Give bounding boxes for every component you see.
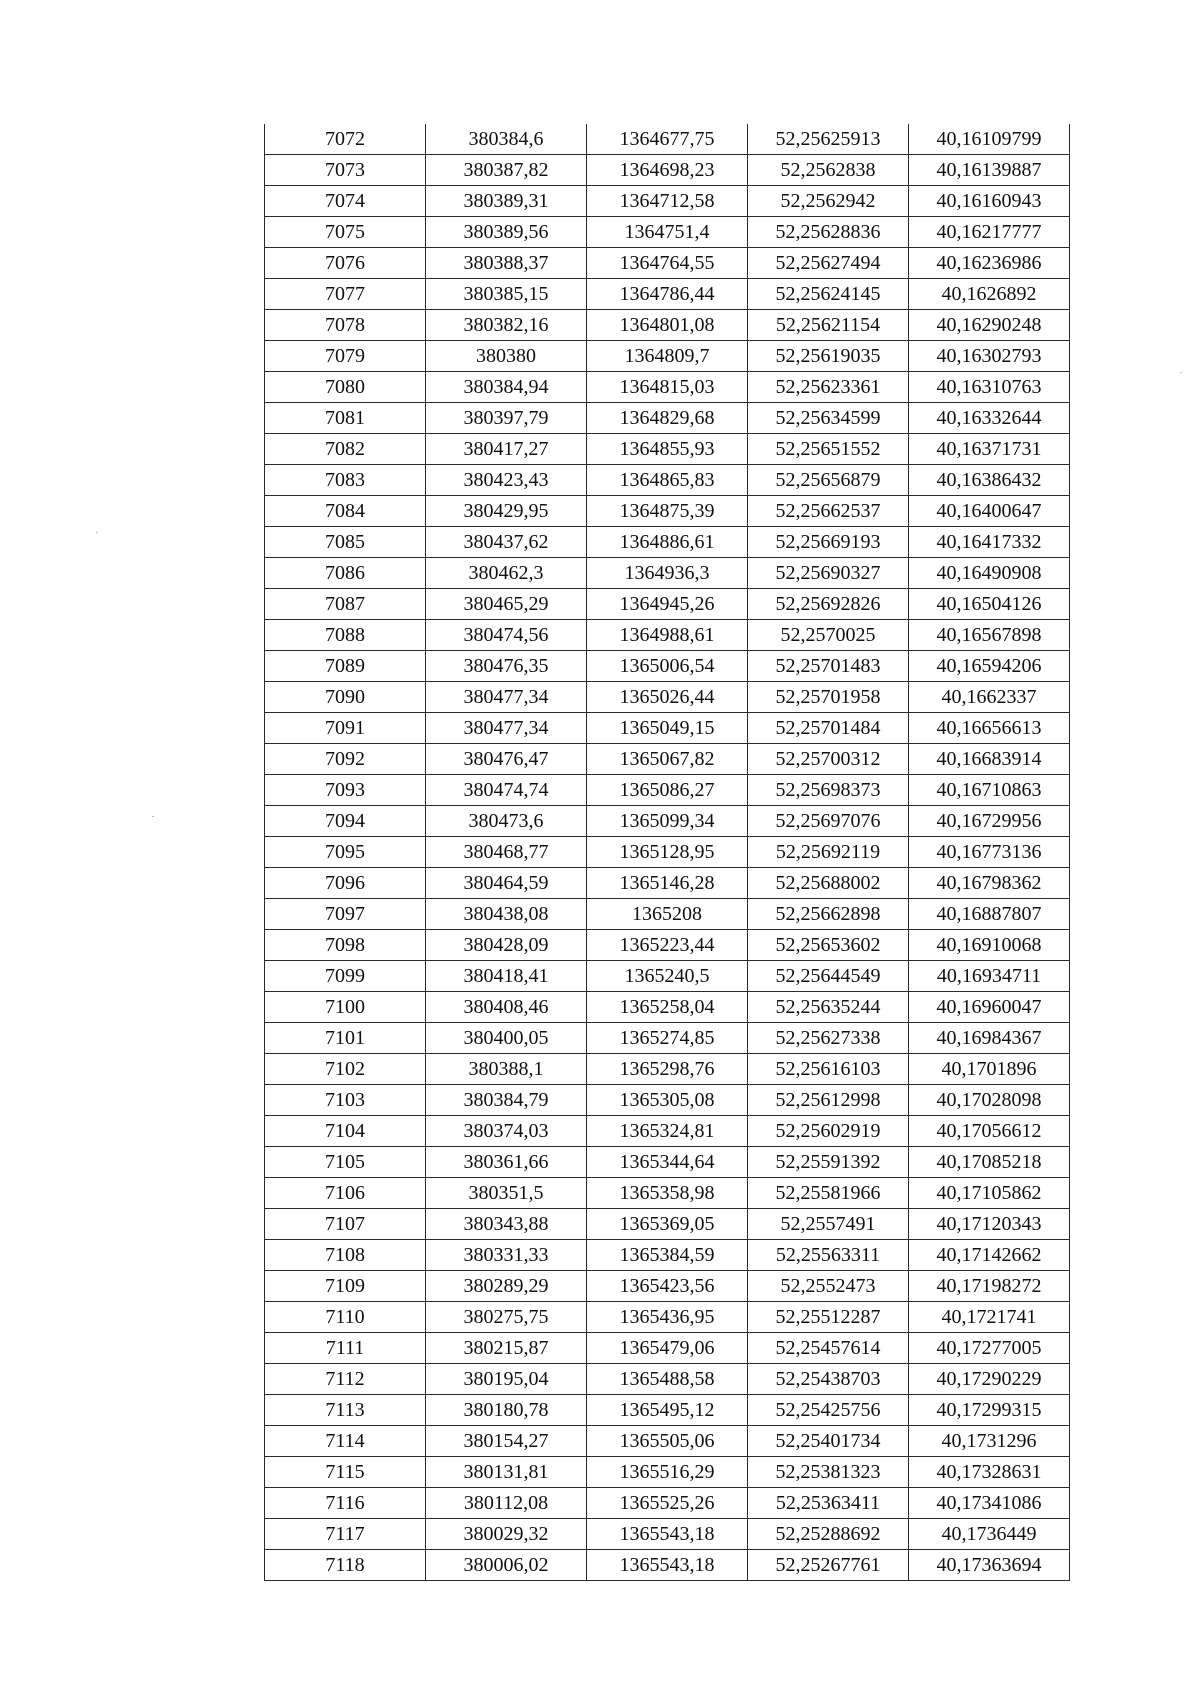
point-number-cell: 7114 xyxy=(265,1426,426,1457)
latitude-cell: 52,2552473 xyxy=(748,1271,909,1302)
point-number-cell: 7078 xyxy=(265,310,426,341)
latitude-cell: 52,25612998 xyxy=(748,1085,909,1116)
point-number-cell: 7074 xyxy=(265,186,426,217)
y-coordinate-cell: 1365543,18 xyxy=(587,1550,748,1581)
latitude-cell: 52,25662537 xyxy=(748,496,909,527)
x-coordinate-cell: 380275,75 xyxy=(426,1302,587,1333)
latitude-cell: 52,25700312 xyxy=(748,744,909,775)
x-coordinate-cell: 380006,02 xyxy=(426,1550,587,1581)
point-number-cell: 7093 xyxy=(265,775,426,806)
y-coordinate-cell: 1365223,44 xyxy=(587,930,748,961)
longitude-cell: 40,1701896 xyxy=(909,1054,1070,1085)
y-coordinate-cell: 1365274,85 xyxy=(587,1023,748,1054)
x-coordinate-cell: 380400,05 xyxy=(426,1023,587,1054)
x-coordinate-cell: 380465,29 xyxy=(426,589,587,620)
longitude-cell: 40,17290229 xyxy=(909,1364,1070,1395)
point-number-cell: 7073 xyxy=(265,155,426,186)
table-row xyxy=(265,372,1070,403)
y-coordinate-cell: 1365525,26 xyxy=(587,1488,748,1519)
table-row xyxy=(265,124,1070,155)
x-coordinate-cell: 380180,78 xyxy=(426,1395,587,1426)
table-row xyxy=(265,527,1070,558)
x-coordinate-cell: 380474,56 xyxy=(426,620,587,651)
latitude-cell: 52,25634599 xyxy=(748,403,909,434)
table-row xyxy=(265,930,1070,961)
point-number-cell: 7099 xyxy=(265,961,426,992)
x-coordinate-cell: 380389,56 xyxy=(426,217,587,248)
x-coordinate-cell: 380331,33 xyxy=(426,1240,587,1271)
table-row xyxy=(265,1147,1070,1178)
table-row xyxy=(265,558,1070,589)
x-coordinate-cell: 380477,34 xyxy=(426,682,587,713)
latitude-cell: 52,25651552 xyxy=(748,434,909,465)
table-row xyxy=(265,155,1070,186)
point-number-cell: 7077 xyxy=(265,279,426,310)
y-coordinate-cell: 1365128,95 xyxy=(587,837,748,868)
table-row xyxy=(265,992,1070,1023)
point-number-cell: 7097 xyxy=(265,899,426,930)
x-coordinate-cell: 380388,1 xyxy=(426,1054,587,1085)
y-coordinate-cell: 1365505,06 xyxy=(587,1426,748,1457)
y-coordinate-cell: 1365488,58 xyxy=(587,1364,748,1395)
longitude-cell: 40,16109799 xyxy=(909,124,1070,155)
y-coordinate-cell: 1365258,04 xyxy=(587,992,748,1023)
y-coordinate-cell: 1364801,08 xyxy=(587,310,748,341)
table-row xyxy=(265,1271,1070,1302)
x-coordinate-cell: 380437,62 xyxy=(426,527,587,558)
longitude-cell: 40,16236986 xyxy=(909,248,1070,279)
y-coordinate-cell: 1364945,26 xyxy=(587,589,748,620)
y-coordinate-cell: 1365006,54 xyxy=(587,651,748,682)
point-number-cell: 7105 xyxy=(265,1147,426,1178)
longitude-cell: 40,1731296 xyxy=(909,1426,1070,1457)
latitude-cell: 52,25669193 xyxy=(748,527,909,558)
longitude-cell: 40,1736449 xyxy=(909,1519,1070,1550)
longitude-cell: 40,16332644 xyxy=(909,403,1070,434)
y-coordinate-cell: 1364829,68 xyxy=(587,403,748,434)
longitude-cell: 40,16798362 xyxy=(909,868,1070,899)
x-coordinate-cell: 380468,77 xyxy=(426,837,587,868)
x-coordinate-cell: 380382,16 xyxy=(426,310,587,341)
table-row xyxy=(265,1116,1070,1147)
x-coordinate-cell: 380112,08 xyxy=(426,1488,587,1519)
table-row xyxy=(265,1519,1070,1550)
x-coordinate-cell: 380438,08 xyxy=(426,899,587,930)
point-number-cell: 7090 xyxy=(265,682,426,713)
x-coordinate-cell: 380473,6 xyxy=(426,806,587,837)
point-number-cell: 7112 xyxy=(265,1364,426,1395)
longitude-cell: 40,1626892 xyxy=(909,279,1070,310)
latitude-cell: 52,25401734 xyxy=(748,1426,909,1457)
latitude-cell: 52,25625913 xyxy=(748,124,909,155)
point-number-cell: 7116 xyxy=(265,1488,426,1519)
point-number-cell: 7084 xyxy=(265,496,426,527)
latitude-cell: 52,25267761 xyxy=(748,1550,909,1581)
table-row xyxy=(265,434,1070,465)
latitude-cell: 52,25662898 xyxy=(748,899,909,930)
longitude-cell: 40,17085218 xyxy=(909,1147,1070,1178)
y-coordinate-cell: 1365208 xyxy=(587,899,748,930)
x-coordinate-cell: 380474,74 xyxy=(426,775,587,806)
latitude-cell: 52,25616103 xyxy=(748,1054,909,1085)
y-coordinate-cell: 1364764,55 xyxy=(587,248,748,279)
y-coordinate-cell: 1364751,4 xyxy=(587,217,748,248)
x-coordinate-cell: 380387,82 xyxy=(426,155,587,186)
point-number-cell: 7110 xyxy=(265,1302,426,1333)
x-coordinate-cell: 380429,95 xyxy=(426,496,587,527)
x-coordinate-cell: 380384,79 xyxy=(426,1085,587,1116)
table-row xyxy=(265,1333,1070,1364)
latitude-cell: 52,25692119 xyxy=(748,837,909,868)
x-coordinate-cell: 380351,5 xyxy=(426,1178,587,1209)
table-row xyxy=(265,279,1070,310)
longitude-cell: 40,16400647 xyxy=(909,496,1070,527)
x-coordinate-cell: 380380 xyxy=(426,341,587,372)
x-coordinate-cell: 380343,88 xyxy=(426,1209,587,1240)
x-coordinate-cell: 380464,59 xyxy=(426,868,587,899)
latitude-cell: 52,25438703 xyxy=(748,1364,909,1395)
longitude-cell: 40,16302793 xyxy=(909,341,1070,372)
longitude-cell: 40,17299315 xyxy=(909,1395,1070,1426)
y-coordinate-cell: 1364698,23 xyxy=(587,155,748,186)
longitude-cell: 40,16217777 xyxy=(909,217,1070,248)
table-row xyxy=(265,1364,1070,1395)
table-row xyxy=(265,837,1070,868)
point-number-cell: 7072 xyxy=(265,124,426,155)
coordinates-table xyxy=(264,124,1070,1581)
y-coordinate-cell: 1365298,76 xyxy=(587,1054,748,1085)
y-coordinate-cell: 1365369,05 xyxy=(587,1209,748,1240)
table-row xyxy=(265,961,1070,992)
latitude-cell: 52,25697076 xyxy=(748,806,909,837)
longitude-cell: 40,16683914 xyxy=(909,744,1070,775)
longitude-cell: 40,16504126 xyxy=(909,589,1070,620)
y-coordinate-cell: 1364936,3 xyxy=(587,558,748,589)
latitude-cell: 52,25656879 xyxy=(748,465,909,496)
x-coordinate-cell: 380476,47 xyxy=(426,744,587,775)
x-coordinate-cell: 380477,34 xyxy=(426,713,587,744)
table-row xyxy=(265,589,1070,620)
x-coordinate-cell: 380029,32 xyxy=(426,1519,587,1550)
point-number-cell: 7100 xyxy=(265,992,426,1023)
latitude-cell: 52,25621154 xyxy=(748,310,909,341)
table-row xyxy=(265,1488,1070,1519)
y-coordinate-cell: 1365436,95 xyxy=(587,1302,748,1333)
scan-speck xyxy=(96,532,98,533)
x-coordinate-cell: 380154,27 xyxy=(426,1426,587,1457)
y-coordinate-cell: 1365049,15 xyxy=(587,713,748,744)
table-row xyxy=(265,1302,1070,1333)
y-coordinate-cell: 1365146,28 xyxy=(587,868,748,899)
x-coordinate-cell: 380476,35 xyxy=(426,651,587,682)
longitude-cell: 40,16567898 xyxy=(909,620,1070,651)
point-number-cell: 7108 xyxy=(265,1240,426,1271)
point-number-cell: 7095 xyxy=(265,837,426,868)
point-number-cell: 7092 xyxy=(265,744,426,775)
longitude-cell: 40,17198272 xyxy=(909,1271,1070,1302)
point-number-cell: 7088 xyxy=(265,620,426,651)
latitude-cell: 52,25690327 xyxy=(748,558,909,589)
latitude-cell: 52,25688002 xyxy=(748,868,909,899)
point-number-cell: 7075 xyxy=(265,217,426,248)
latitude-cell: 52,25635244 xyxy=(748,992,909,1023)
y-coordinate-cell: 1365384,59 xyxy=(587,1240,748,1271)
x-coordinate-cell: 380384,6 xyxy=(426,124,587,155)
latitude-cell: 52,2562942 xyxy=(748,186,909,217)
point-number-cell: 7086 xyxy=(265,558,426,589)
point-number-cell: 7115 xyxy=(265,1457,426,1488)
x-coordinate-cell: 380215,87 xyxy=(426,1333,587,1364)
table-row xyxy=(265,310,1070,341)
table-row xyxy=(265,465,1070,496)
latitude-cell: 52,25288692 xyxy=(748,1519,909,1550)
y-coordinate-cell: 1364786,44 xyxy=(587,279,748,310)
latitude-cell: 52,25381323 xyxy=(748,1457,909,1488)
x-coordinate-cell: 380384,94 xyxy=(426,372,587,403)
table-row xyxy=(265,1550,1070,1581)
longitude-cell: 40,17277005 xyxy=(909,1333,1070,1364)
longitude-cell: 40,17120343 xyxy=(909,1209,1070,1240)
longitude-cell: 40,16960047 xyxy=(909,992,1070,1023)
latitude-cell: 52,25581966 xyxy=(748,1178,909,1209)
y-coordinate-cell: 1365305,08 xyxy=(587,1085,748,1116)
latitude-cell: 52,25653602 xyxy=(748,930,909,961)
x-coordinate-cell: 380408,46 xyxy=(426,992,587,1023)
y-coordinate-cell: 1364855,93 xyxy=(587,434,748,465)
coordinates-table-body xyxy=(265,124,1070,1581)
table-row xyxy=(265,217,1070,248)
longitude-cell: 40,16386432 xyxy=(909,465,1070,496)
longitude-cell: 40,17363694 xyxy=(909,1550,1070,1581)
y-coordinate-cell: 1365495,12 xyxy=(587,1395,748,1426)
x-coordinate-cell: 380397,79 xyxy=(426,403,587,434)
longitude-cell: 40,17341086 xyxy=(909,1488,1070,1519)
point-number-cell: 7091 xyxy=(265,713,426,744)
longitude-cell: 40,16656613 xyxy=(909,713,1070,744)
x-coordinate-cell: 380374,03 xyxy=(426,1116,587,1147)
point-number-cell: 7096 xyxy=(265,868,426,899)
latitude-cell: 52,25701484 xyxy=(748,713,909,744)
x-coordinate-cell: 380289,29 xyxy=(426,1271,587,1302)
table-row xyxy=(265,341,1070,372)
y-coordinate-cell: 1364809,7 xyxy=(587,341,748,372)
longitude-cell: 40,16594206 xyxy=(909,651,1070,682)
point-number-cell: 7087 xyxy=(265,589,426,620)
latitude-cell: 52,25457614 xyxy=(748,1333,909,1364)
longitude-cell: 40,16490908 xyxy=(909,558,1070,589)
table-row xyxy=(265,806,1070,837)
longitude-cell: 40,16710863 xyxy=(909,775,1070,806)
y-coordinate-cell: 1365099,34 xyxy=(587,806,748,837)
x-coordinate-cell: 380385,15 xyxy=(426,279,587,310)
y-coordinate-cell: 1364886,61 xyxy=(587,527,748,558)
latitude-cell: 52,25512287 xyxy=(748,1302,909,1333)
table-row xyxy=(265,1395,1070,1426)
x-coordinate-cell: 380131,81 xyxy=(426,1457,587,1488)
table-row xyxy=(265,713,1070,744)
latitude-cell: 52,25644549 xyxy=(748,961,909,992)
scan-speck xyxy=(152,816,154,817)
latitude-cell: 52,25701483 xyxy=(748,651,909,682)
latitude-cell: 52,25698373 xyxy=(748,775,909,806)
latitude-cell: 52,2570025 xyxy=(748,620,909,651)
longitude-cell: 40,17328631 xyxy=(909,1457,1070,1488)
table-row xyxy=(265,186,1070,217)
longitude-cell: 40,1662337 xyxy=(909,682,1070,713)
latitude-cell: 52,25627338 xyxy=(748,1023,909,1054)
latitude-cell: 52,25624145 xyxy=(748,279,909,310)
table-row xyxy=(265,496,1070,527)
x-coordinate-cell: 380361,66 xyxy=(426,1147,587,1178)
table-row xyxy=(265,1240,1070,1271)
latitude-cell: 52,25701958 xyxy=(748,682,909,713)
latitude-cell: 52,25363411 xyxy=(748,1488,909,1519)
y-coordinate-cell: 1365086,27 xyxy=(587,775,748,806)
latitude-cell: 52,25692826 xyxy=(748,589,909,620)
table-row xyxy=(265,1426,1070,1457)
y-coordinate-cell: 1365479,06 xyxy=(587,1333,748,1364)
x-coordinate-cell: 380428,09 xyxy=(426,930,587,961)
table-row xyxy=(265,899,1070,930)
point-number-cell: 7081 xyxy=(265,403,426,434)
point-number-cell: 7076 xyxy=(265,248,426,279)
longitude-cell: 40,16160943 xyxy=(909,186,1070,217)
point-number-cell: 7080 xyxy=(265,372,426,403)
point-number-cell: 7104 xyxy=(265,1116,426,1147)
y-coordinate-cell: 1365344,64 xyxy=(587,1147,748,1178)
longitude-cell: 40,17028098 xyxy=(909,1085,1070,1116)
latitude-cell: 52,25623361 xyxy=(748,372,909,403)
y-coordinate-cell: 1364712,58 xyxy=(587,186,748,217)
table-row xyxy=(265,1023,1070,1054)
point-number-cell: 7098 xyxy=(265,930,426,961)
point-number-cell: 7083 xyxy=(265,465,426,496)
x-coordinate-cell: 380195,04 xyxy=(426,1364,587,1395)
longitude-cell: 40,17105862 xyxy=(909,1178,1070,1209)
point-number-cell: 7111 xyxy=(265,1333,426,1364)
longitude-cell: 40,16887807 xyxy=(909,899,1070,930)
y-coordinate-cell: 1365358,98 xyxy=(587,1178,748,1209)
longitude-cell: 40,16729956 xyxy=(909,806,1070,837)
scan-speck xyxy=(1180,372,1182,373)
point-number-cell: 7089 xyxy=(265,651,426,682)
latitude-cell: 52,2562838 xyxy=(748,155,909,186)
latitude-cell: 52,2557491 xyxy=(748,1209,909,1240)
x-coordinate-cell: 380423,43 xyxy=(426,465,587,496)
x-coordinate-cell: 380462,3 xyxy=(426,558,587,589)
table-row xyxy=(265,1457,1070,1488)
point-number-cell: 7106 xyxy=(265,1178,426,1209)
longitude-cell: 40,16371731 xyxy=(909,434,1070,465)
longitude-cell: 40,16910068 xyxy=(909,930,1070,961)
point-number-cell: 7094 xyxy=(265,806,426,837)
latitude-cell: 52,25628836 xyxy=(748,217,909,248)
longitude-cell: 40,17142662 xyxy=(909,1240,1070,1271)
x-coordinate-cell: 380389,31 xyxy=(426,186,587,217)
y-coordinate-cell: 1364988,61 xyxy=(587,620,748,651)
y-coordinate-cell: 1364865,83 xyxy=(587,465,748,496)
latitude-cell: 52,25425756 xyxy=(748,1395,909,1426)
table-row xyxy=(265,744,1070,775)
longitude-cell: 40,16934711 xyxy=(909,961,1070,992)
table-row xyxy=(265,868,1070,899)
y-coordinate-cell: 1365324,81 xyxy=(587,1116,748,1147)
point-number-cell: 7117 xyxy=(265,1519,426,1550)
latitude-cell: 52,25627494 xyxy=(748,248,909,279)
longitude-cell: 40,16290248 xyxy=(909,310,1070,341)
longitude-cell: 40,16417332 xyxy=(909,527,1070,558)
latitude-cell: 52,25602919 xyxy=(748,1116,909,1147)
table-row xyxy=(265,1054,1070,1085)
point-number-cell: 7085 xyxy=(265,527,426,558)
longitude-cell: 40,1721741 xyxy=(909,1302,1070,1333)
table-row xyxy=(265,620,1070,651)
x-coordinate-cell: 380417,27 xyxy=(426,434,587,465)
y-coordinate-cell: 1365423,56 xyxy=(587,1271,748,1302)
point-number-cell: 7113 xyxy=(265,1395,426,1426)
point-number-cell: 7107 xyxy=(265,1209,426,1240)
y-coordinate-cell: 1365543,18 xyxy=(587,1519,748,1550)
latitude-cell: 52,25563311 xyxy=(748,1240,909,1271)
longitude-cell: 40,16773136 xyxy=(909,837,1070,868)
x-coordinate-cell: 380388,37 xyxy=(426,248,587,279)
point-number-cell: 7079 xyxy=(265,341,426,372)
y-coordinate-cell: 1364677,75 xyxy=(587,124,748,155)
point-number-cell: 7103 xyxy=(265,1085,426,1116)
table-row xyxy=(265,248,1070,279)
table-row xyxy=(265,651,1070,682)
table-row xyxy=(265,1209,1070,1240)
point-number-cell: 7082 xyxy=(265,434,426,465)
longitude-cell: 40,16139887 xyxy=(909,155,1070,186)
point-number-cell: 7109 xyxy=(265,1271,426,1302)
point-number-cell: 7118 xyxy=(265,1550,426,1581)
longitude-cell: 40,16984367 xyxy=(909,1023,1070,1054)
y-coordinate-cell: 1364815,03 xyxy=(587,372,748,403)
x-coordinate-cell: 380418,41 xyxy=(426,961,587,992)
y-coordinate-cell: 1365240,5 xyxy=(587,961,748,992)
latitude-cell: 52,25591392 xyxy=(748,1147,909,1178)
y-coordinate-cell: 1365516,29 xyxy=(587,1457,748,1488)
longitude-cell: 40,16310763 xyxy=(909,372,1070,403)
table-row xyxy=(265,682,1070,713)
latitude-cell: 52,25619035 xyxy=(748,341,909,372)
y-coordinate-cell: 1364875,39 xyxy=(587,496,748,527)
table-row xyxy=(265,775,1070,806)
y-coordinate-cell: 1365026,44 xyxy=(587,682,748,713)
point-number-cell: 7102 xyxy=(265,1054,426,1085)
table-row xyxy=(265,1178,1070,1209)
longitude-cell: 40,17056612 xyxy=(909,1116,1070,1147)
y-coordinate-cell: 1365067,82 xyxy=(587,744,748,775)
table-row xyxy=(265,1085,1070,1116)
table-row xyxy=(265,403,1070,434)
point-number-cell: 7101 xyxy=(265,1023,426,1054)
